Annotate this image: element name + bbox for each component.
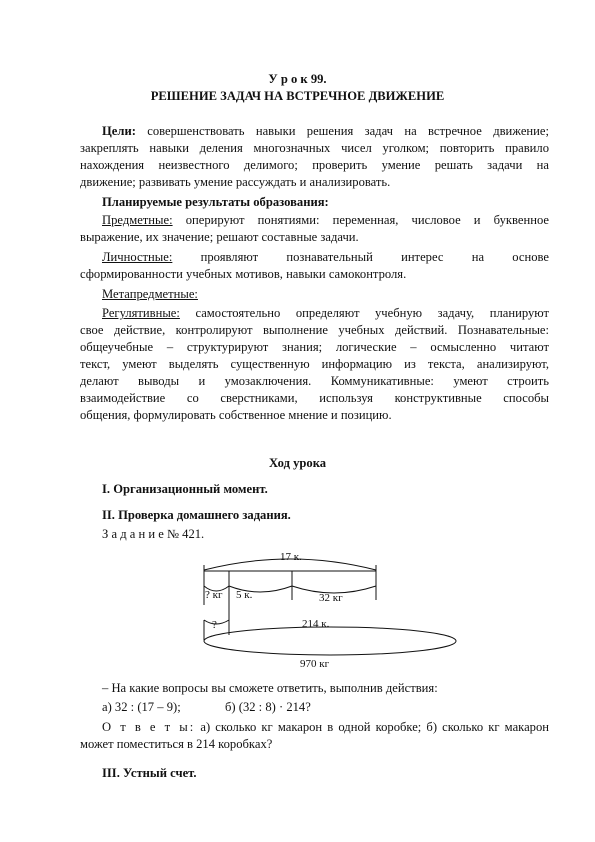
results-heading: Планируемые результаты образования:: [102, 195, 329, 209]
section-2: II. Проверка домашнего задания.: [102, 508, 291, 522]
personal-line-1: Личностные: проявляют познавательный интерес на основе: [102, 250, 549, 264]
meta-line-2: свое действие, контролируют выполнение учебных действий. Познавательные:: [80, 323, 549, 337]
label-kg-small: ? кг: [205, 589, 223, 601]
oval-214: [204, 627, 456, 655]
section-3: III. Устный счет.: [102, 766, 197, 780]
subject-label: Предметные:: [102, 213, 173, 227]
question-line: – На какие вопросы вы сможете ответить, выполнив действия:: [102, 681, 438, 695]
meta-line-6: взаимодействие со сверстниками, используя конструктивные способы: [80, 391, 549, 405]
task-number: З а д а н и е № 421.: [102, 527, 205, 541]
label-5: 5 к.: [236, 589, 253, 601]
action-b: б) (32 : 8) · 214?: [225, 700, 311, 714]
label-32: 32 кг: [319, 592, 343, 604]
label-214: 214 к.: [302, 618, 330, 630]
label-question: ?: [212, 619, 217, 631]
label-970: 970 кг: [300, 658, 330, 670]
label-17: 17 к.: [280, 551, 302, 563]
meta-heading: Метапредметные:: [102, 287, 198, 301]
meta-line-1: Регулятивные: самостоятельно определяют учебную задачу, планируют: [102, 306, 550, 320]
action-a: а) 32 : (17 – 9);: [102, 700, 181, 714]
goals-line-2: закреплять навыки деления многозначных чисел уголком; повторить правило: [80, 141, 549, 155]
answers-label: О т в е т ы:: [102, 720, 196, 734]
lesson-title: РЕШЕНИЕ ЗАДАЧ НА ВСТРЕЧНОЕ ДВИЖЕНИЕ: [150, 89, 445, 103]
lesson-number: У р о к 99.: [268, 72, 327, 86]
subject-line-1: Предметные: оперируют понятиями: переменная, числовое и буквенное: [102, 213, 550, 227]
meta-line-3: общеучебные – структурируют знания; логические – осмысленно читают: [80, 340, 549, 354]
goals-line-1: Цели: совершенствовать навыки решения задач на встречное движение;: [102, 124, 549, 138]
meta-line-4: текст, умеют выделять существенную информацию из текста, анализируют,: [80, 357, 549, 371]
goals-line-4: движение; развивать умение рассуждать и анализировать.: [80, 175, 391, 189]
answers-line-2: может поместиться в 214 коробках?: [80, 737, 273, 751]
meta-line-5: делают выводы и умозаключения. Коммуникативные: умеют строить: [80, 374, 549, 388]
meta-line-7: общения, формулировать собственное мнение и позицию.: [80, 408, 392, 422]
goals-label: Цели:: [102, 124, 136, 138]
regulative-label: Регулятивные:: [102, 306, 180, 320]
subject-line-2: выражение, их значение; решают составные задачи.: [80, 230, 359, 244]
section-1: I. Организационный момент.: [102, 482, 268, 496]
goals-line-3: нахождения неизвестного делимого; проверить умение решать задачи на: [80, 158, 549, 172]
personal-line-2: сформированности учебных мотивов, навыки самоконтроля.: [80, 267, 407, 281]
personal-label: Личностные:: [102, 250, 173, 264]
course-heading: Ход урока: [268, 456, 327, 470]
answers-line-1: О т в е т ы: а) сколько кг макарон в одной коробке; б) сколько кг макарон: [102, 720, 550, 734]
